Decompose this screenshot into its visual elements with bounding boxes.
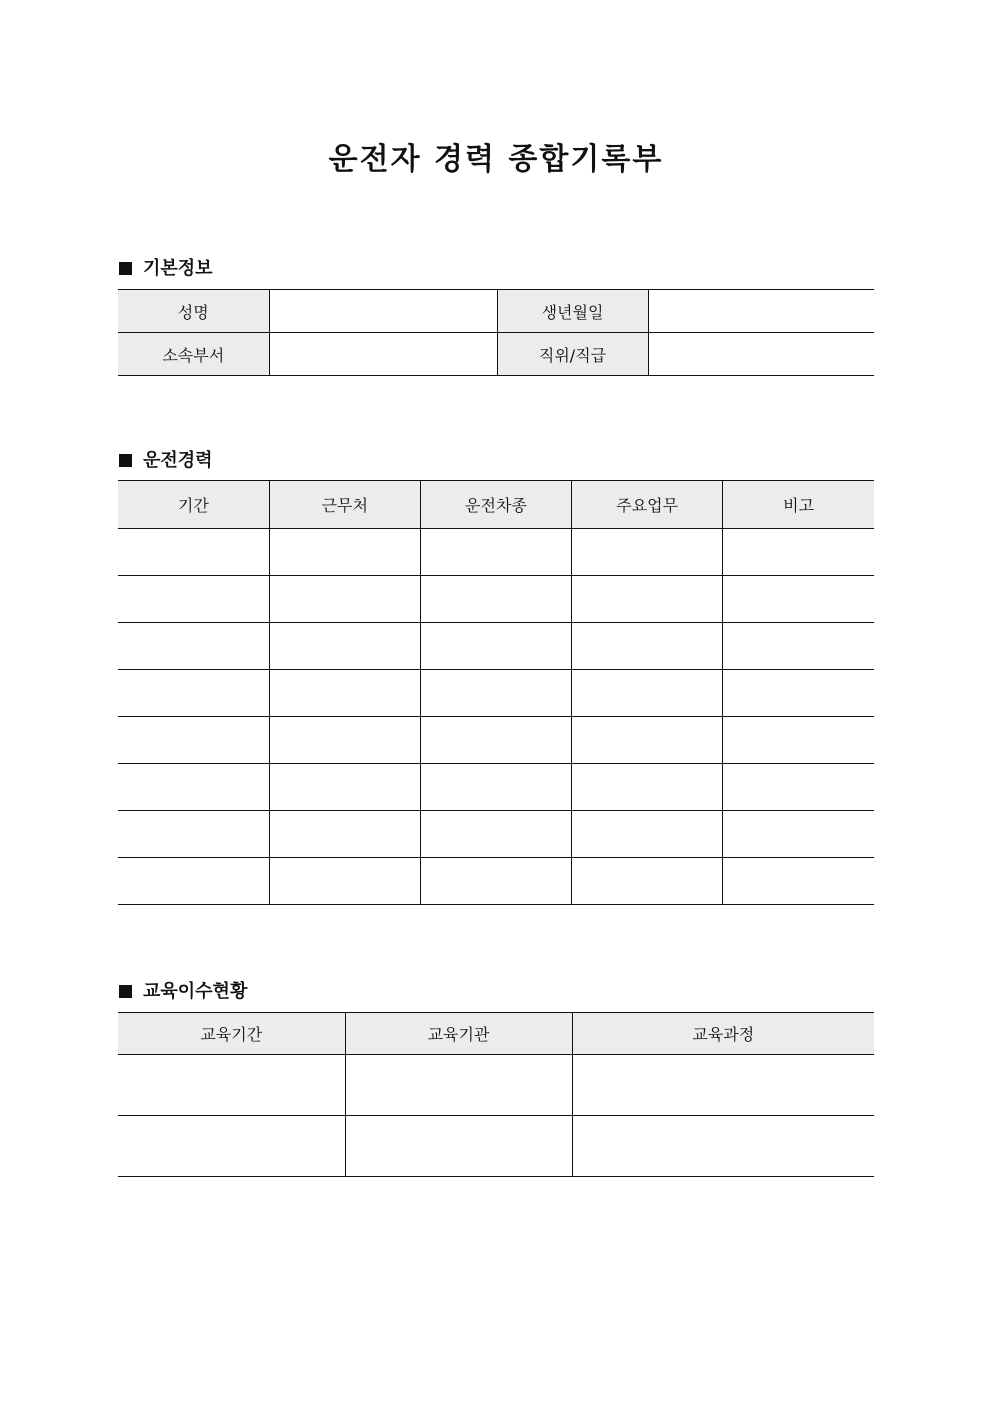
table-cell[interactable] — [269, 858, 420, 905]
col-header: 교육기간 — [118, 1013, 345, 1055]
table-cell[interactable] — [269, 670, 420, 717]
table-cell[interactable] — [118, 858, 269, 905]
table-cell[interactable] — [118, 670, 269, 717]
table-cell[interactable] — [345, 1116, 572, 1177]
table-cell[interactable] — [269, 811, 420, 858]
table-cell[interactable] — [420, 764, 571, 811]
table-row — [118, 576, 874, 623]
col-header: 운전차종 — [420, 481, 571, 529]
table-cell[interactable] — [572, 1116, 874, 1177]
table-cell[interactable] — [572, 670, 723, 717]
table-cell[interactable] — [269, 529, 420, 576]
birth-label: 생년월일 — [497, 290, 648, 333]
col-header: 근무처 — [269, 481, 420, 529]
name-label: 성명 — [118, 290, 269, 333]
table-row — [118, 811, 874, 858]
table-cell[interactable] — [420, 858, 571, 905]
table-row — [118, 1116, 874, 1177]
table-cell[interactable] — [723, 764, 874, 811]
table-cell[interactable] — [420, 529, 571, 576]
career-table — [118, 480, 874, 905]
table-cell[interactable] — [118, 1055, 345, 1116]
table-cell[interactable] — [118, 529, 269, 576]
table-row — [118, 764, 874, 811]
table-row — [118, 1055, 874, 1116]
table-cell[interactable] — [723, 623, 874, 670]
dept-label: 소속부서 — [118, 333, 269, 376]
table-cell[interactable] — [420, 811, 571, 858]
col-header: 교육과정 — [572, 1013, 874, 1055]
square-bullet-icon — [119, 262, 132, 275]
table-row — [118, 717, 874, 764]
table-cell[interactable] — [269, 764, 420, 811]
heading-text: 기본정보 — [143, 258, 213, 279]
table-cell[interactable] — [572, 717, 723, 764]
table-cell[interactable] — [572, 623, 723, 670]
dept-field[interactable] — [269, 333, 497, 376]
table-cell[interactable] — [572, 1055, 874, 1116]
table-cell[interactable] — [118, 717, 269, 764]
name-field[interactable] — [269, 290, 497, 333]
heading-text: 교육이수현황 — [143, 981, 248, 1002]
table-cell[interactable] — [118, 1116, 345, 1177]
basic-info-table — [118, 289, 874, 376]
table-cell[interactable] — [269, 623, 420, 670]
col-header: 주요업무 — [572, 481, 723, 529]
table-row — [118, 858, 874, 905]
position-field[interactable] — [648, 333, 874, 376]
col-header: 기간 — [118, 481, 269, 529]
table-cell[interactable] — [572, 764, 723, 811]
table-cell[interactable] — [420, 670, 571, 717]
section-heading-career — [119, 446, 213, 472]
table-cell[interactable] — [723, 670, 874, 717]
square-bullet-icon — [119, 985, 132, 998]
table-cell[interactable] — [118, 623, 269, 670]
table-cell[interactable] — [118, 576, 269, 623]
table-cell[interactable] — [345, 1055, 572, 1116]
table-row — [118, 529, 874, 576]
square-bullet-icon — [119, 454, 132, 467]
table-cell[interactable] — [118, 764, 269, 811]
table-cell[interactable] — [723, 811, 874, 858]
table-cell[interactable] — [723, 576, 874, 623]
table-cell[interactable] — [269, 576, 420, 623]
table-cell[interactable] — [269, 717, 420, 764]
page-title: 운전자 경력 종합기록부 — [328, 142, 664, 177]
table-cell[interactable] — [572, 529, 723, 576]
section-heading-education — [119, 977, 247, 1003]
education-table — [118, 1012, 874, 1177]
table-cell[interactable] — [420, 717, 571, 764]
heading-text: 운전경력 — [143, 450, 213, 471]
table-cell[interactable] — [723, 529, 874, 576]
position-label: 직위/직급 — [497, 333, 648, 376]
table-cell[interactable] — [420, 623, 571, 670]
table-cell[interactable] — [723, 858, 874, 905]
table-cell[interactable] — [723, 717, 874, 764]
table-cell[interactable] — [118, 811, 269, 858]
table-cell[interactable] — [572, 858, 723, 905]
col-header: 교육기관 — [345, 1013, 572, 1055]
col-header: 비고 — [723, 481, 874, 529]
birth-field[interactable] — [648, 290, 874, 333]
table-row — [118, 623, 874, 670]
table-cell[interactable] — [572, 576, 723, 623]
table-row — [118, 670, 874, 717]
section-heading-basic — [119, 254, 213, 280]
table-cell[interactable] — [420, 576, 571, 623]
table-cell[interactable] — [572, 811, 723, 858]
